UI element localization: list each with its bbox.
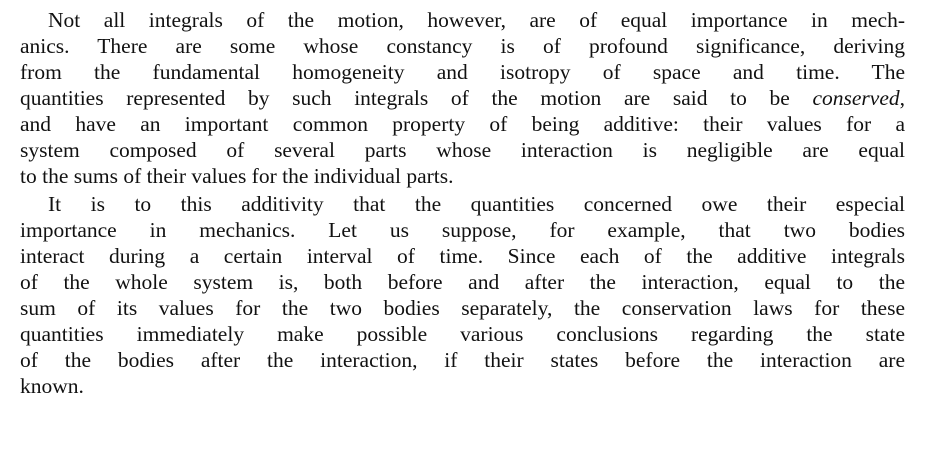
paragraph-1-line-4 (20, 85, 905, 111)
paragraph-2-line-5: sum of its values for the two bodies separately, the conservation laws for these (20, 296, 905, 320)
paragraph-1-line-1: Not all integrals of the motion, however, are of equal importance in mech- (48, 8, 905, 32)
paragraph-2-line-7: of the bodies after the interaction, if their states before the interaction are (20, 348, 905, 372)
paragraph-1-line-4-punct: , (899, 86, 905, 110)
paragraph-2-line-8: known. (20, 374, 84, 398)
paragraph-2-line-1: It is to this additivity that the quantities concerned owe their especial (48, 192, 905, 216)
paragraph-2-line-6: quantities immediately make possible various conclusions regarding the state (20, 322, 905, 346)
paragraph-2-line-4: of the whole system is, both before and after the interaction, equal to the (20, 270, 905, 294)
paragraph-1-line-7: to the sums of their values for the individual parts. (20, 164, 454, 188)
paragraph-1-line-5: and have an important common property of being additive: their values for a (20, 112, 905, 136)
paragraph-1-line-4-text: quantities represented by such integrals of the motion are said to be (20, 86, 813, 110)
paragraph-1-line-3: from the fundamental homogeneity and isotropy of space and time. The (20, 60, 905, 84)
paragraph-1-line-6: system composed of several parts whose interaction is negligible are equal (20, 138, 905, 162)
paragraph-1-line-2: anics. There are some whose constancy is of profound significance, deriving (20, 34, 905, 58)
conserved-emphasis: conserved (812, 86, 900, 110)
paragraph-2-line-2: importance in mechanics. Let us suppose, for example, that two bodies (20, 218, 905, 242)
paragraph-2-line-3: interact during a certain interval of time. Since each of the additive integrals (20, 244, 905, 268)
